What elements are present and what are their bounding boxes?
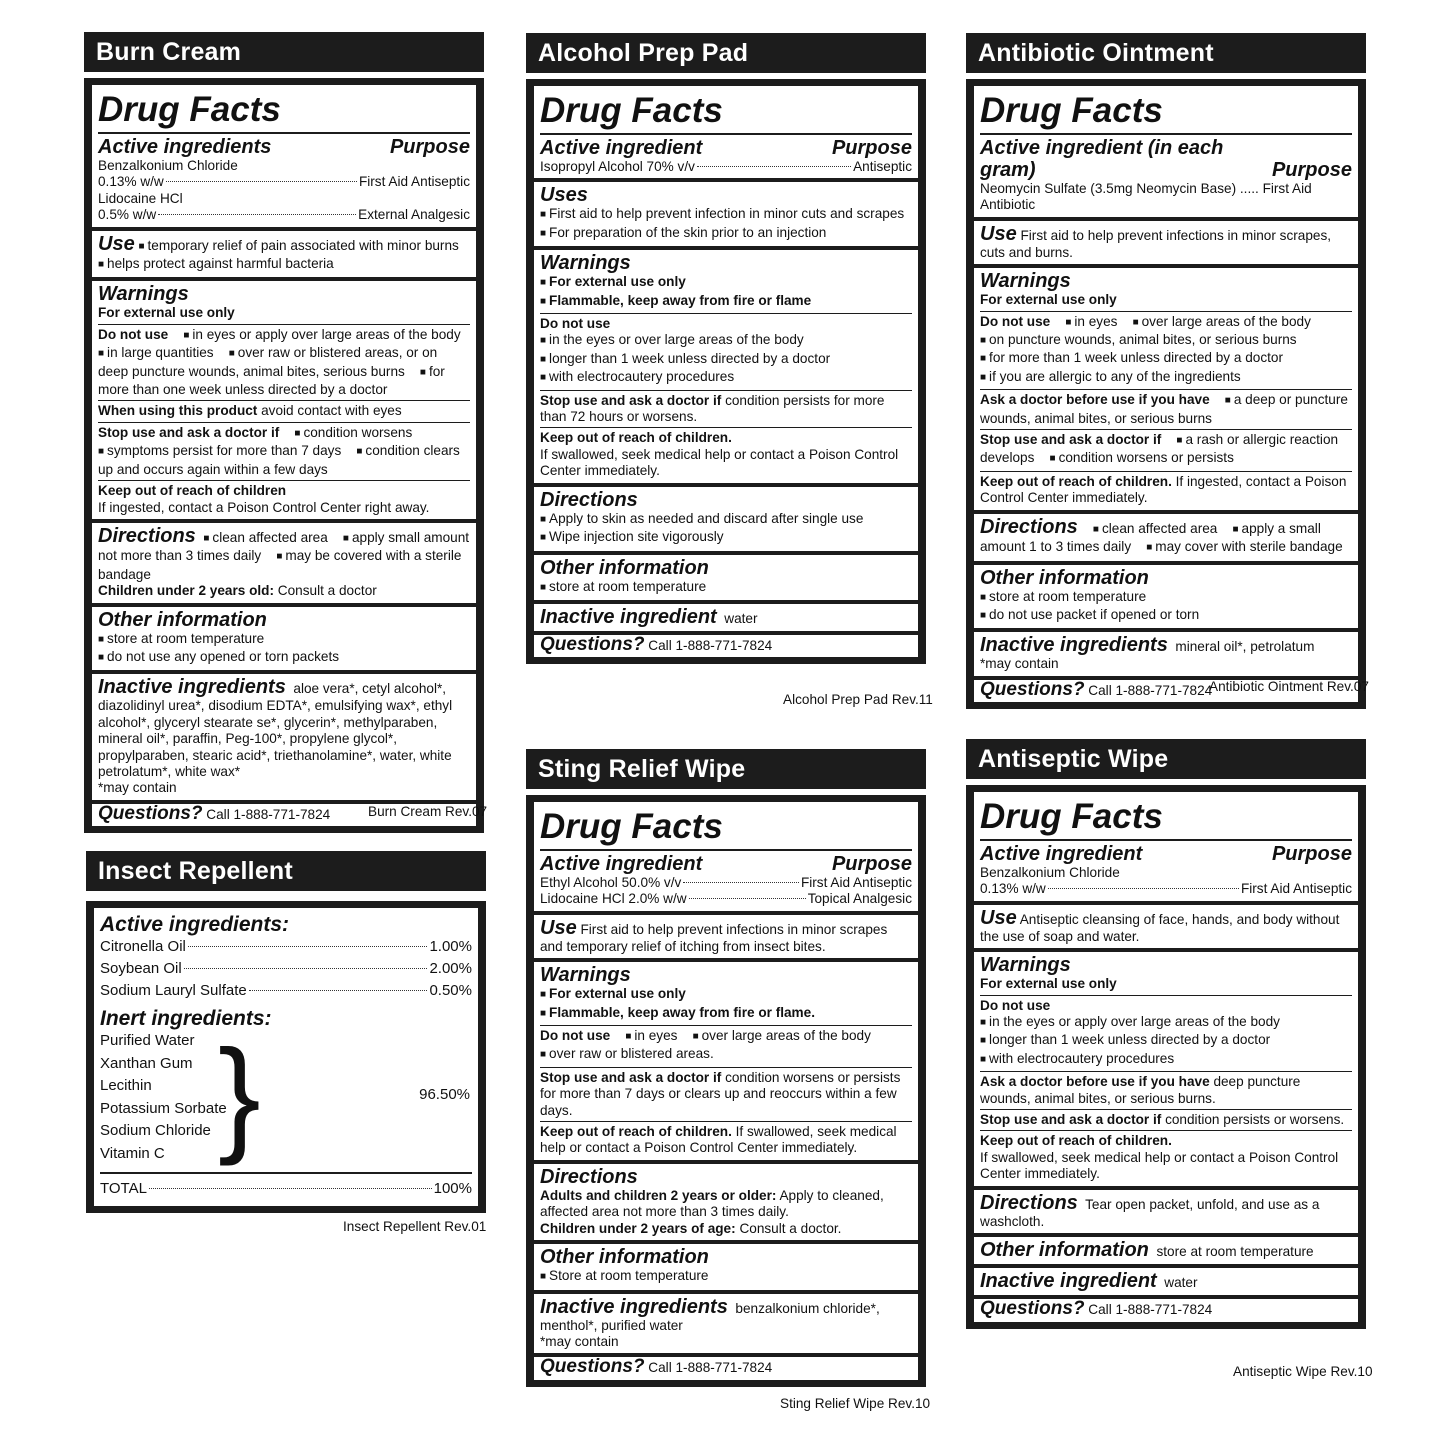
children-text: Consult a doctor	[277, 583, 377, 599]
active-ingredient-heading: Active ingredient	[980, 843, 1143, 865]
alcohol-prep-pad-label	[526, 33, 926, 664]
ingredient-name: Soybean Oil	[100, 960, 182, 977]
inactive-ingredients-text: aloe vera*, cetyl alcohol*, diazolidinyl urea*, disodium EDTA*, emulsifying wax*, ethyl alcohol*, glyceryl stearate se*, glycerin*, methylparaben, mineral oil*, paraffin, Peg-100*, propylene glycol*, propylparaben, stearic acid*, triethanolamine*, water, white petrolatum*, white wax*	[98, 681, 453, 779]
uses-heading: Uses	[540, 184, 588, 207]
keep-out-text: If swallowed, seek medical help or contact a Poison Control Center immediately.	[540, 446, 899, 479]
ingredient-row	[100, 936, 472, 958]
inactive-ingredient-text: water	[724, 610, 758, 626]
use-section	[974, 905, 1358, 948]
directions-section	[974, 1190, 1358, 1233]
warning-item: ■ longer than 1 week unless directed by a doctor	[540, 351, 912, 369]
antibiotic-ointment-label	[966, 33, 1366, 709]
stop-use-block	[980, 429, 1352, 469]
ingredient-amount: Isopropyl Alcohol 70% v/v	[540, 159, 695, 174]
active-ingredients-section	[974, 792, 1358, 901]
warnings-section	[534, 250, 918, 482]
questions-heading: Questions?	[98, 802, 203, 824]
ingredient-amount: Lidocaine HCl 2.0% w/w	[540, 891, 687, 907]
active-ingredients-section	[534, 802, 918, 911]
warning-item: ■ in eyes	[1065, 314, 1117, 329]
use-heading: Use	[540, 916, 577, 939]
ingredient-amount: 0.5% w/w	[98, 207, 157, 223]
ingredient-percent: 1.00%	[429, 938, 472, 955]
use-section	[534, 915, 918, 958]
stop-use-block	[980, 1109, 1352, 1128]
other-information-section	[92, 607, 476, 671]
inactive-ingredients-heading: Inactive ingredients	[980, 634, 1168, 657]
use-item: ■ First aid to help prevent infection in minor cuts and scrapes	[540, 206, 912, 224]
alcohol-drug-facts-panel	[526, 79, 926, 664]
other-information-heading: Other information	[98, 608, 267, 631]
warning-item: ■ over large areas of the body	[1133, 314, 1311, 329]
other-info-text: store at room temperature	[1156, 1244, 1314, 1260]
stop-use-label: Stop use and ask a doctor if	[98, 424, 280, 440]
warning-item: ■ in eyes or apply over large areas of the body	[183, 327, 460, 342]
keep-out-block	[98, 480, 470, 516]
questions-phone: Call 1-888-771-7824	[648, 637, 773, 653]
warning-item: ■ with electrocautery procedures	[980, 1051, 1352, 1069]
total-row	[100, 1172, 472, 1200]
direction-item: ■ clean affected area	[203, 530, 327, 545]
alcohol-prep-pad-title: Alcohol Prep Pad	[526, 33, 926, 73]
insect-repellent-label	[86, 851, 486, 1213]
drug-facts-heading: Drug Facts	[980, 88, 1352, 135]
other-information-section	[974, 1237, 1358, 1264]
questions-section	[534, 1357, 918, 1379]
ask-doctor-text: deep puncture wounds, animal bites, or serious burns.	[980, 1074, 1301, 1106]
warning-item: ■ longer than 1 week unless directed by a doctor	[980, 1032, 1352, 1050]
direction-item: ■ apply small amount not more than 3 times daily	[98, 530, 469, 563]
direction-item: ■ may be covered with a sterile bandage	[98, 548, 461, 581]
direction-item: ■ may cover with sterile bandage	[1146, 539, 1342, 554]
stop-use-block	[98, 422, 470, 478]
when-using-block	[98, 400, 470, 419]
sting-relief-wipe-title: Sting Relief Wipe	[526, 749, 926, 789]
ingredient-purpose: First Aid Antibiotic	[980, 181, 1312, 213]
warnings-heading: Warnings	[98, 283, 189, 306]
warning-item: ■ over raw or blistered areas.	[540, 1046, 714, 1061]
burn-cream-revision: Burn Cream Rev.07	[368, 804, 488, 819]
antibiotic-drug-facts-panel	[966, 79, 1366, 709]
questions-phone: Call 1-888-771-7824	[1088, 682, 1213, 698]
ingredient-row	[98, 207, 470, 223]
inert-ingredient: Vitamin C	[100, 1144, 165, 1162]
ingredient-row	[540, 875, 912, 891]
keep-out-text: If ingested, contact a Poison Control Center immediately.	[980, 473, 1347, 506]
ask-doctor-block	[980, 389, 1352, 427]
other-info-item: ■ store at room temperature	[980, 589, 1352, 607]
uses-section	[534, 182, 918, 246]
use-text: First aid to help prevent infections in minor scrapes and temporary relief of itching from insect bites.	[540, 921, 888, 954]
ingredient-name: Lidocaine HCl	[98, 190, 183, 206]
do-not-use-label: Do not use	[980, 313, 1051, 329]
inactive-ingredient-text: water	[1164, 1275, 1198, 1291]
warnings-heading: Warnings	[980, 270, 1071, 293]
do-not-use-block	[540, 313, 912, 388]
insect-repellent-title: Insect Repellent	[86, 851, 486, 891]
keep-out-label: Keep out of reach of children.	[540, 430, 732, 446]
inert-ingredients-heading: Inert ingredients:	[100, 1007, 272, 1030]
drug-facts-heading: Drug Facts	[540, 88, 912, 135]
keep-out-block	[540, 427, 912, 479]
inactive-ingredients-section	[92, 674, 476, 799]
do-not-use-label: Do not use	[980, 997, 1051, 1013]
active-ingredients-heading: Active ingredients:	[100, 913, 290, 936]
use-heading: Use	[980, 222, 1017, 245]
direction-item: ■ clean affected area	[1093, 521, 1217, 536]
inactive-ingredient-heading: Inactive ingredient	[980, 1270, 1157, 1293]
stop-use-block	[540, 390, 912, 426]
warning-item: ■ over raw or blistered areas, or on deep puncture wounds, animal bites, serious burns	[98, 345, 437, 378]
warning-item: ■ Flammable, keep away from fire or flame.	[540, 1005, 912, 1023]
purpose-heading: Purpose	[831, 853, 912, 875]
inactive-ingredient-section	[974, 1268, 1358, 1295]
children-text: Consult a doctor.	[739, 1220, 842, 1236]
direction-item: ■ Apply to skin as needed and discard after single use	[540, 511, 912, 529]
use-section	[974, 221, 1358, 264]
directions-text: Tear open packet, unfold, and use as a washcloth.	[980, 1196, 1320, 1229]
ingredient-name: Benzalkonium Chloride	[98, 158, 238, 173]
children-label: Children under 2 years of age:	[540, 1220, 736, 1236]
use-text: First aid to help prevent infections in minor scrapes, cuts and burns.	[980, 227, 1332, 260]
inert-ingredients-group	[100, 1024, 472, 1167]
stop-use-label: Stop use and ask a doctor if	[540, 392, 722, 408]
other-information-heading: Other information	[980, 566, 1149, 589]
total-label: TOTAL	[100, 1180, 147, 1197]
ingredient-row	[98, 174, 470, 190]
warning-item: ■ if you are allergic to any of the ingredients	[980, 369, 1352, 387]
antiseptic-drug-facts-panel	[966, 785, 1366, 1329]
keep-out-block	[980, 471, 1352, 507]
warnings-section	[974, 268, 1358, 509]
do-not-use-block	[980, 311, 1352, 388]
other-information-section	[534, 1244, 918, 1289]
ingredient-name: Citronella Oil	[100, 938, 186, 955]
stop-use-label: Stop use and ask a doctor if	[980, 432, 1162, 448]
insect-repellent-panel	[86, 901, 486, 1213]
inactive-ingredients-text: benzalkonium chloride*, menthol*, purified water	[540, 1300, 880, 1333]
keep-out-text: If swallowed, seek medical help or contact a Poison Control Center immediately.	[540, 1124, 897, 1156]
questions-heading: Questions?	[980, 1298, 1085, 1320]
purpose-heading: Purpose	[1271, 843, 1352, 865]
warning-item: ■ condition clears up and occurs again within a few days	[98, 443, 460, 476]
active-ingredients-section	[974, 86, 1358, 217]
keep-out-text: If swallowed, seek medical help or contact a Poison Control Center immediately.	[980, 1149, 1339, 1182]
ask-doctor-block	[980, 1071, 1352, 1107]
active-ingredients-section	[534, 86, 918, 178]
other-information-heading: Other information	[540, 1246, 709, 1269]
stop-use-block	[540, 1067, 912, 1119]
ingredient-amount: Neomycin Sulfate (3.5mg Neomycin Base)	[980, 181, 1237, 196]
curly-brace-icon: }	[218, 1024, 261, 1167]
insect-ingredients-section	[94, 908, 478, 1206]
warning-item: ■ a rash or allergic reaction develops	[980, 432, 1338, 465]
warning-item: ■ For external use only	[540, 986, 912, 1004]
sting-relief-wipe-label	[526, 749, 926, 1387]
use-item: ■ For preparation of the skin prior to an injection	[540, 225, 912, 243]
sting-relief-wipe-revision: Sting Relief Wipe Rev.10	[780, 1396, 931, 1411]
inactive-ingredient-section	[534, 604, 918, 631]
purpose-heading: Purpose	[389, 136, 470, 158]
ingredient-row	[540, 891, 912, 907]
stop-use-text: condition persists for more than 72 hours or worsens.	[540, 392, 885, 425]
ingredient-percent: 0.50%	[429, 982, 472, 999]
leader-dots: .....	[1239, 181, 1259, 196]
purpose-heading: Purpose	[1271, 159, 1352, 181]
keep-out-label: Keep out of reach of children.	[980, 1133, 1172, 1149]
antibiotic-ointment-title: Antibiotic Ointment	[966, 33, 1366, 73]
questions-heading: Questions?	[540, 633, 645, 655]
stop-use-label: Stop use and ask a doctor if	[540, 1069, 722, 1085]
ingredient-purpose: First Aid Antiseptic	[1240, 881, 1352, 897]
adults-label: Adults and children 2 years or older:	[540, 1187, 777, 1203]
antiseptic-wipe-title: Antiseptic Wipe	[966, 739, 1366, 779]
ingredient-row	[100, 958, 472, 980]
inert-ingredient: Potassium Sorbate	[100, 1099, 227, 1117]
warning-item: ■ over large areas of the body	[693, 1028, 871, 1043]
warning-item: ■ on puncture wounds, animal bites, or serious burns	[980, 332, 1352, 350]
warning-item: ■ in the eyes or over large areas of the body	[540, 332, 912, 350]
ingredient-purpose: First Aid Antiseptic	[358, 174, 470, 190]
warning-item: ■ for more than 1 week unless directed by a doctor	[980, 350, 1352, 368]
warnings-heading: Warnings	[980, 954, 1071, 977]
inactive-ingredients-section	[974, 632, 1358, 675]
directions-heading: Directions	[980, 515, 1078, 538]
use-item: ■ temporary relief of pain associated with minor burns	[138, 238, 458, 253]
directions-section	[534, 1164, 918, 1240]
burn-cream-label	[84, 32, 484, 833]
do-not-use-block	[98, 324, 470, 399]
ingredient-purpose: First Aid Antiseptic	[800, 875, 912, 890]
sting-drug-facts-panel	[526, 795, 926, 1387]
direction-item: ■ Wipe injection site vigorously	[540, 529, 912, 547]
active-ingredients-section	[92, 85, 476, 227]
stop-use-text: condition worsens or persists for more than 7 days or clears up and reoccurs within a few days.	[540, 1069, 901, 1118]
warning-item: ■ condition worsens or persists	[1050, 450, 1234, 465]
ingredient-row	[100, 980, 472, 1002]
use-section	[92, 231, 476, 278]
inactive-ingredients-heading: Inactive ingredients	[540, 1295, 728, 1318]
external-use-only: For external use only	[980, 976, 1117, 992]
keep-out-label: Keep out of reach of children	[98, 483, 287, 499]
keep-out-text: If ingested, contact a Poison Control Center right away.	[98, 499, 430, 515]
inert-ingredients-list	[100, 1024, 472, 1167]
warnings-section	[974, 952, 1358, 1185]
warnings-section	[534, 962, 918, 1160]
ingredient-purpose: Topical Analgesic	[807, 891, 912, 907]
antibiotic-ointment-revision: Antibiotic Ointment Rev.07	[1209, 679, 1369, 694]
may-contain-note: *may contain	[980, 656, 1059, 672]
when-using-text: avoid contact with eyes	[261, 403, 402, 419]
when-using-label: When using this product	[98, 403, 258, 419]
directions-section	[534, 487, 918, 551]
questions-section	[534, 635, 918, 657]
children-label: Children under 2 years old:	[98, 583, 275, 599]
keep-out-label: Keep out of reach of children.	[980, 473, 1172, 489]
questions-phone: Call 1-888-771-7824	[206, 806, 331, 822]
ask-doctor-label: Ask a doctor before use if you have	[980, 1074, 1210, 1090]
directions-heading: Directions	[980, 1191, 1078, 1214]
stop-use-label: Stop use and ask a doctor if	[980, 1112, 1162, 1128]
external-use-only: For external use only	[98, 305, 235, 321]
active-ingredient-heading: Active ingredient (in each gram)	[980, 137, 1224, 181]
keep-out-block	[540, 1121, 912, 1157]
ingredient-purpose: Antiseptic	[853, 159, 912, 174]
questions-phone: Call 1-888-771-7824	[1088, 1302, 1213, 1318]
directions-section	[92, 523, 476, 603]
use-item: ■ helps protect against harmful bacteria	[98, 256, 334, 271]
inactive-ingredients-heading: Inactive ingredients	[98, 676, 286, 699]
active-ingredients-heading: Active ingredients	[98, 136, 272, 158]
ingredient-name: Sodium Lauryl Sulfate	[100, 982, 247, 999]
ask-doctor-label: Ask a doctor before use if you have	[980, 392, 1210, 408]
do-not-use-block	[980, 995, 1352, 1070]
inert-ingredient: Sodium Chloride	[100, 1122, 211, 1139]
drug-facts-heading: Drug Facts	[540, 804, 912, 851]
warning-item: ■ in eyes	[625, 1028, 677, 1043]
other-info-item: ■ Store at room temperature	[540, 1268, 912, 1286]
questions-heading: Questions?	[980, 678, 1085, 700]
keep-out-block	[980, 1130, 1352, 1182]
warning-item: ■ For external use only	[540, 274, 912, 292]
total-percent: 100%	[433, 1180, 472, 1197]
alcohol-prep-pad-revision: Alcohol Prep Pad Rev.11	[783, 692, 933, 707]
warnings-section	[92, 281, 476, 518]
use-heading: Use	[980, 906, 1017, 929]
do-not-use-label: Do not use	[98, 326, 169, 342]
antiseptic-wipe-revision: Antiseptic Wipe Rev.10	[1233, 1364, 1373, 1379]
warning-item: ■ condition worsens	[294, 425, 412, 440]
keep-out-label: Keep out of reach of children.	[540, 1124, 732, 1140]
warning-item: ■ in large quantities	[98, 345, 214, 360]
questions-phone: Call 1-888-771-7824	[648, 1360, 773, 1376]
warning-item: ■ Flammable, keep away from fire or flame	[540, 293, 912, 311]
do-not-use-label: Do not use	[540, 1028, 611, 1044]
inactive-ingredients-text: mineral oil*, petrolatum	[1175, 639, 1315, 655]
other-information-heading: Other information	[540, 556, 709, 579]
ingredient-percent: 2.00%	[429, 960, 472, 977]
warnings-heading: Warnings	[540, 252, 631, 275]
other-info-item: ■ store at room temperature	[540, 579, 912, 597]
directions-heading: Directions	[540, 1165, 638, 1188]
use-text: Antiseptic cleansing of face, hands, and body without the use of soap and water.	[980, 911, 1340, 944]
ingredient-amount: 0.13% w/w	[98, 174, 164, 190]
stop-use-text: condition persists or worsens.	[1165, 1112, 1345, 1128]
may-contain-note: *may contain	[98, 780, 177, 796]
warning-item: ■ for more than one week unless directed by a doctor	[98, 364, 445, 397]
other-information-heading: Other information	[980, 1239, 1149, 1262]
ingredient-row	[980, 181, 1352, 214]
burn-cream-title: Burn Cream	[84, 32, 484, 72]
ingredient-purpose: External Analgesic	[358, 207, 470, 223]
active-ingredient-heading: Active ingredient	[540, 853, 703, 875]
purpose-heading: Purpose	[831, 137, 912, 159]
directions-heading: Directions	[540, 488, 638, 511]
inert-percent: 96.50%	[419, 1086, 470, 1103]
inert-ingredient: Xanthan Gum	[100, 1054, 193, 1072]
warning-item: ■ symptoms persist for more than 7 days	[98, 443, 341, 458]
ingredient-row	[540, 159, 912, 175]
warning-item: ■ with electrocautery procedures	[540, 369, 912, 387]
warnings-heading: Warnings	[540, 964, 631, 987]
use-heading: Use	[98, 232, 135, 255]
do-not-use-block	[540, 1025, 912, 1065]
ingredient-name: Benzalkonium Chloride	[980, 865, 1120, 880]
burn-cream-drug-facts-panel	[84, 78, 484, 833]
inactive-ingredient-heading: Inactive ingredient	[540, 605, 717, 628]
do-not-use-label: Do not use	[540, 316, 611, 332]
ingredient-amount: 0.13% w/w	[980, 881, 1046, 897]
adults-text: Apply to cleaned, affected area not more than 3 times daily.	[540, 1187, 884, 1220]
warning-item: ■ in the eyes or apply over large areas of the body	[980, 1014, 1352, 1032]
inert-ingredient: Purified Water	[100, 1032, 195, 1049]
other-info-item: ■ do not use any opened or torn packets	[98, 649, 470, 667]
inactive-ingredients-section	[534, 1294, 918, 1354]
questions-heading: Questions?	[540, 1356, 645, 1378]
ingredient-row	[980, 881, 1352, 897]
other-info-item: ■ store at room temperature	[98, 631, 470, 649]
directions-section	[974, 514, 1358, 561]
warning-item: ■ a deep or puncture wounds, animal bites, or serious burns	[980, 392, 1348, 425]
questions-section	[974, 1299, 1358, 1321]
inert-ingredient: Lecithin	[100, 1077, 152, 1094]
direction-item: ■ apply a small amount 1 to 3 times daily	[980, 521, 1321, 554]
may-contain-note: *may contain	[540, 1333, 619, 1349]
drug-facts-heading: Drug Facts	[980, 794, 1352, 841]
insect-repellent-revision: Insect Repellent Rev.01	[343, 1219, 487, 1234]
other-information-section	[534, 555, 918, 600]
ingredient-amount: Ethyl Alcohol 50.0% v/v	[540, 875, 682, 890]
external-use-only: For external use only	[980, 292, 1117, 308]
directions-heading: Directions	[98, 524, 196, 547]
active-ingredient-heading: Active ingredient	[540, 137, 703, 159]
drug-facts-heading: Drug Facts	[98, 87, 470, 134]
antiseptic-wipe-label	[966, 739, 1366, 1329]
other-info-item: ■ do not use packet if opened or torn	[980, 607, 1352, 625]
other-information-section	[974, 565, 1358, 629]
